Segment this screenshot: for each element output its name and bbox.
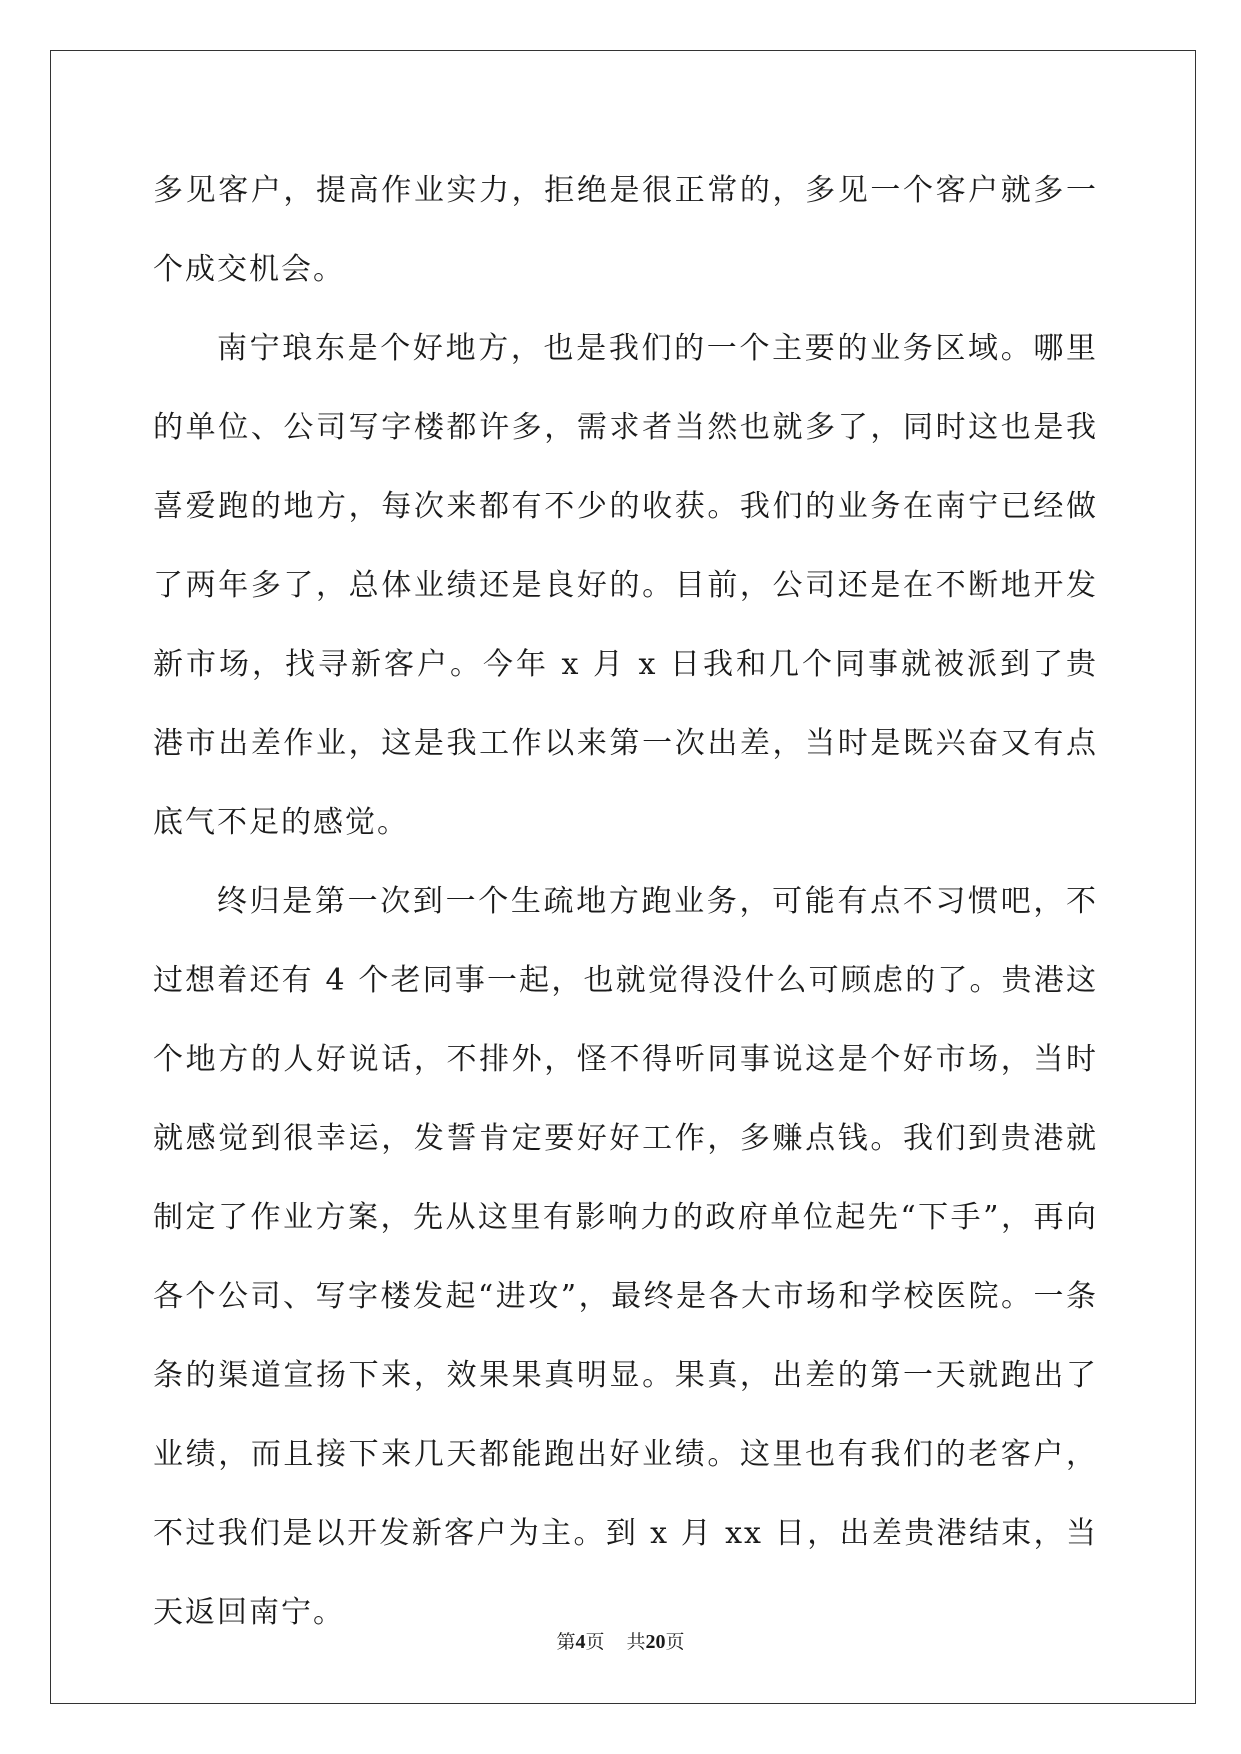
page-suffix: 页 bbox=[585, 1631, 605, 1653]
paragraph-2: 南宁琅东是个好地方，也是我们的一个主要的业务区域。哪里的单位、公司写字楼都许多，需求者当然也就多了，同时这也是我喜爱跑的地方，每次来都有不少的收获。我们的业务在南宁已经做了两年多了，总体业绩还是良好的。目前，公司还是在不断地开发新市场，找寻新客户。今年 x 月 x 日我和几个同事就被派到了贵港市出差作业，这是我工作以来第一次出差，当时是既兴奋又有点底气不足的感觉。 bbox=[153, 331, 1098, 840]
total-pages: 20 bbox=[645, 1631, 666, 1653]
page-number: 4 bbox=[575, 1631, 586, 1653]
document-body bbox=[153, 151, 1098, 1652]
total-suffix: 页 bbox=[665, 1631, 685, 1653]
paragraph-1: 多见客户，提高作业实力，拒绝是很正常的，多见一个客户就多一个成交机会。 bbox=[153, 173, 1098, 287]
total-prefix: 共 bbox=[626, 1631, 646, 1653]
paragraph-3: 终归是第一次到一个生疏地方跑业务，可能有点不习惯吧，不过想着还有 4 个老同事一起，也就觉得没什么可顾虑的了。贵港这个地方的人好说话，不排外，怪不得听同事说这是个好市场，当时就感觉到很幸运，发誓肯定要好好工作，多赚点钱。我们到贵港就制定了作业方案，先从这里有影响力的政府单位起先“下手”，再向各个公司、写字楼发起“进攻”，最终是各大市场和学校医院。一条条的渠道宣扬下来，效果果真明显。果真，出差的第一天就跑出了业绩，而且接下来几天都能跑出好业绩。这里也有我们的老客户，不过我们是以开发新客户为主。到 x 月 xx 日，出差贵港结束，当天返回南宁。 bbox=[153, 884, 1098, 1630]
page-footer bbox=[0, 1630, 1241, 1654]
page-prefix: 第 bbox=[556, 1631, 576, 1653]
